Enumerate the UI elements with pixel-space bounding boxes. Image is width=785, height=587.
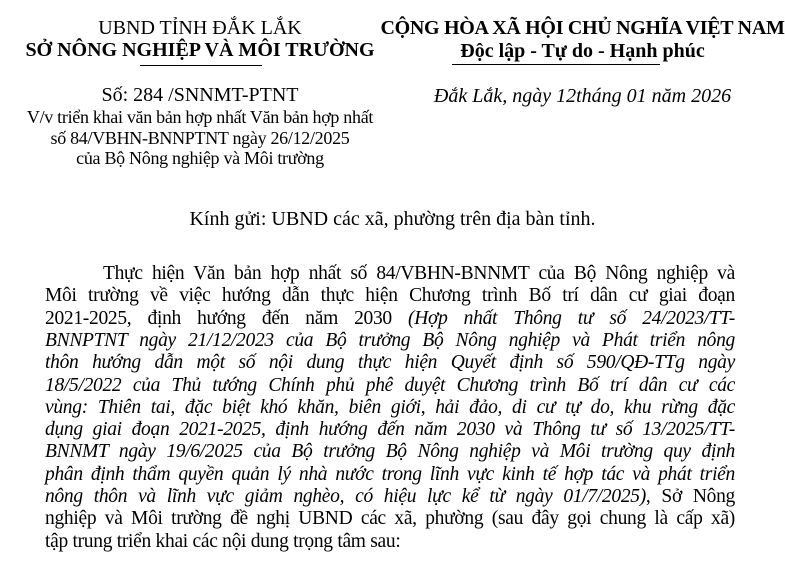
- subject-line: V/v triển khai văn bản hợp nhất Văn bản hợp nhất: [26, 107, 374, 127]
- body-line: [45, 419, 735, 441]
- motto-underline: [452, 64, 660, 65]
- body-text: Môi trường về việc hướng dẫn thực hiện Chương trình Bố trí dân cư giai đoạn: [45, 285, 735, 307]
- body-text-italic: nông thôn và lĩnh vực giảm nghèo, có hiệu lực kể từ ngày 01/7/2025): [45, 486, 646, 507]
- body-text-italic: 18/5/2022 của Thủ tướng Chính phủ phê duyệt Chương trình Bố trí dân cư các: [45, 374, 735, 396]
- body-text-italic: phân định thẩm quyền quản lý nhà nước trong lĩnh vực kinh tế hợp tác và phát triển: [45, 463, 735, 485]
- issuing-department: SỞ NÔNG NGHIỆP VÀ MÔI TRƯỜNG: [25, 39, 375, 61]
- header-left-underline: [140, 65, 262, 66]
- body-text: nghiệp và Môi trường đề nghị UBND các xã, phường (sau đây gọi chung là cấp xã): [45, 508, 735, 530]
- body-text: 2021-2025, định hướng đến năm 2030: [45, 307, 409, 329]
- subject-line: của Bộ Nông nghiệp và Môi trường: [76, 148, 324, 168]
- body-text: Thực hiện Văn bản hợp nhất số 84/VBHN-BNNMT của Bộ Nông nghiệp và: [103, 263, 735, 284]
- body-line: [45, 375, 735, 397]
- body-line: [45, 441, 735, 463]
- body-line: [45, 330, 735, 352]
- body-line: [45, 486, 735, 508]
- body-line: [45, 285, 735, 307]
- body-text: , Sở Nông: [645, 486, 735, 507]
- body-line: [45, 352, 735, 374]
- body-text-italic: dụng giai đoạn 2021-2025, định hướng đến năm 2030 và Thông tư số 13/2025/TT-: [45, 419, 735, 441]
- national-motto: Độc lập - Tự do - Hạnh phúc: [460, 40, 705, 62]
- place-and-date: Đắk Lắk, ngày 12tháng 01 năm 2026: [433, 85, 732, 107]
- body-line: [45, 464, 735, 486]
- body-text-italic: thôn hướng dẫn một số nội dung thực hiện Quyết định số 590/QĐ-TTg ngày: [45, 352, 735, 374]
- body-line: [45, 397, 735, 419]
- body-text-italic: BNNPTNT ngày 21/12/2023 của Bộ trưởng Bộ Nông nghiệp và Phát triển nông: [45, 329, 735, 351]
- body-line: [103, 263, 735, 285]
- body-text: tập trung triển khai các nội dung trọng tâm sau:: [45, 530, 401, 552]
- document-number: Số: 284 /SNNMT-PTNT: [101, 84, 299, 106]
- body-line: [45, 308, 735, 330]
- recipient-line: Kính gửi: UBND các xã, phường trên địa bàn tỉnh.: [189, 208, 596, 230]
- subject-line: số 84/VBHN-BNNPTNT ngày 26/12/2025: [50, 128, 350, 148]
- issuing-agency: UBND TỈNH ĐẮK LẮK: [98, 17, 302, 39]
- body-line: [45, 531, 735, 553]
- body-text-italic: BNNMT ngày 19/6/2025 của Bộ trưởng Bộ Nông nghiệp và Môi trường quy định: [45, 441, 735, 463]
- national-title: CỘNG HÒA XÃ HỘI CHỦ NGHĨA VIỆT NAM: [380, 17, 785, 39]
- body-text-italic: vùng: Thiên tai, đặc biệt khó khăn, biên giới, hải đảo, di cư tự do, khu rừng đặc: [45, 396, 735, 418]
- body-text-italic: (Hợp nhất Thông tư số 24/2023/TT-: [408, 307, 735, 329]
- body-line: [45, 508, 735, 530]
